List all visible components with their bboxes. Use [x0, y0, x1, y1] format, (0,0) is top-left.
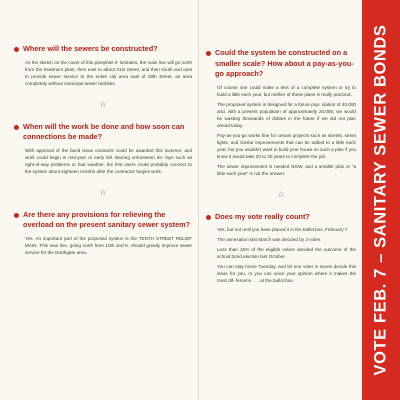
question-title: Where will the sewers be constructed?: [23, 44, 158, 53]
answer-paragraph: Yes, but not until you have placed it in the ballot box, February 7.: [217, 227, 349, 232]
red-bullet-icon: [14, 47, 19, 52]
answer-paragraph: As the sketch on the cover of this pamphlet il- lustrates, the main line will go north from the treatment plant, then east to about 31st Street, and then south and east to provide sewer service to the entire city area east of 28th Street, an area completely without municipal sewer facilities.: [25, 59, 192, 86]
answer-paragraph: The sewer improvement is needed NOW, and a smaller plan or "a little each year" is not the answer.: [217, 163, 356, 176]
answer-paragraph: Of course one could make a less of a complete system or try to build a little each year, but neither of these plans is really practical.: [217, 84, 356, 97]
question-title: Are there any provisions for relieving the overload on the present sanitary sewer system?: [23, 209, 191, 229]
question-relief: [14, 210, 192, 231]
vote-banner-text: VOTE FEB. 7 – SANITARY SEWER BONDS: [371, 24, 390, 376]
answer-paragraph: With approval of the bond issue contracts could be awarded this summer, and work could begin in mid-year or early fall. Barring unforeseen de- lays such as right-of-way problems or bad weather, the first users could probably connect to the system about eighteen months after the contractor begins work.: [25, 147, 192, 174]
star-divider-icon: ☆: [99, 187, 107, 197]
page-fold-divider: [198, 0, 199, 400]
answer-paragraph: Less than 15% of the eligible voters decided the outcome of the school bond election last October.: [217, 247, 356, 259]
red-bullet-icon: [206, 215, 211, 220]
answer-paragraph: The annexation last March was decided by 3 votes.: [217, 237, 322, 242]
star-divider-icon: ☆: [99, 99, 107, 109]
question-title: When will the work be done and how soon can connections be made?: [23, 121, 185, 141]
answer-paragraph: The proposed system is designed for a future pop- ulation of 40,000 and, with a present population of approximately 20,000, we would be wasting thousands of dollars in the future if we did not plan ahead today.: [217, 101, 356, 128]
answer-paragraph: You can stay home Tuesday, and let one voter in seven decide this issue for you, or you can voice your opinion where it makes the most dif- ference . . . at the ballot box.: [217, 264, 356, 283]
red-bullet-icon: [14, 125, 19, 130]
question-smaller-scale: [206, 48, 356, 80]
answer-body: [217, 84, 356, 177]
question-title: Does my vote really count?: [215, 211, 310, 221]
answer-body: [217, 226, 356, 284]
vote-banner: [362, 0, 400, 400]
left-column: [14, 0, 192, 259]
question-where: [14, 44, 192, 55]
question-when: [14, 122, 192, 143]
answer-body: [25, 235, 192, 256]
question-title: Could the system be constructed on a smaller scale? How about a pay-as-you- go approach?: [215, 48, 354, 78]
answer-paragraph: Pay-as-you-go works fine for certain projects such as streets, street lights, and similar improvements that can be added to a little each year, but you wouldn't want to build your house on such a plan if you knew it would take 20 to 30 years to complete the job.: [217, 132, 356, 159]
right-column: [206, 0, 356, 287]
star-divider-icon: ☆: [277, 189, 285, 199]
answer-body: [25, 147, 192, 175]
red-bullet-icon: [206, 51, 211, 56]
question-vote-count: [206, 212, 356, 223]
answer-body: [25, 59, 192, 87]
red-bullet-icon: [14, 213, 19, 218]
answer-paragraph: Yes. An important part of the proposed system is the TENTH STREET RELIEF MAIN. This new line, going north from 10th and K, should greatly improve sewer service for the Northgate area.: [25, 235, 192, 255]
